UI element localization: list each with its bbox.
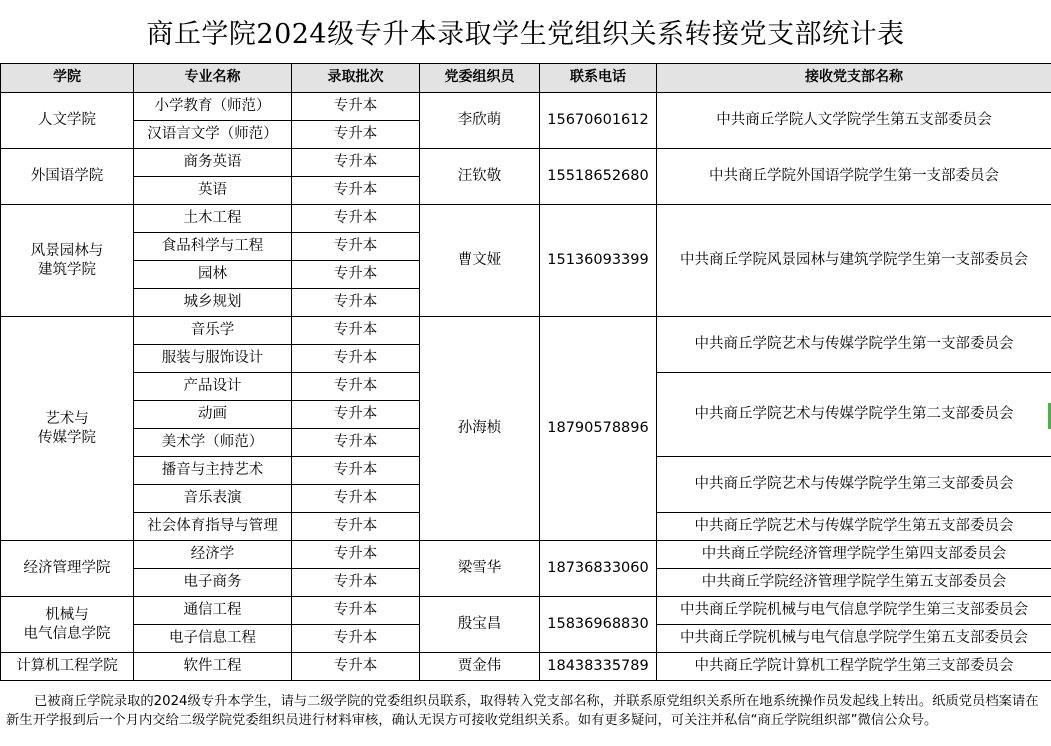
batch-cell: 专升本	[292, 541, 420, 569]
table-row	[1, 93, 1051, 121]
phone-cell: 15836968830	[540, 597, 657, 653]
table-row	[1, 597, 1051, 625]
batch-cell: 专升本	[292, 149, 420, 177]
major-cell: 土木工程	[134, 205, 292, 233]
college-cell: 人文学院	[1, 93, 134, 149]
college-name-line: 艺术与	[45, 411, 89, 428]
party-transfer-table	[0, 63, 1051, 681]
branch-cell: 中共商丘学院机械与电气信息学院学生第五支部委员会	[657, 625, 1051, 653]
branch-cell: 中共商丘学院人文学院学生第五支部委员会	[657, 93, 1051, 149]
header-branch: 接收党支部名称	[657, 64, 1051, 93]
branch-cell: 中共商丘学院风景园林与建筑学院学生第一支部委员会	[657, 205, 1051, 317]
college-cell	[1, 597, 134, 653]
branch-cell: 中共商丘学院经济管理学院学生第四支部委员会	[657, 541, 1051, 569]
major-cell: 播音与主持艺术	[134, 457, 292, 485]
major-cell: 音乐表演	[134, 485, 292, 513]
branch-cell: 中共商丘学院艺术与传媒学院学生第五支部委员会	[657, 513, 1051, 541]
phone-cell: 18736833060	[540, 541, 657, 597]
batch-cell: 专升本	[292, 513, 420, 541]
batch-cell: 专升本	[292, 177, 420, 205]
batch-cell: 专升本	[292, 317, 420, 345]
college-name-line: 建筑学院	[38, 261, 96, 278]
college-name-line: 传媒学院	[38, 429, 96, 446]
officer-cell: 殷宝昌	[420, 597, 540, 653]
major-cell: 社会体育指导与管理	[134, 513, 292, 541]
batch-cell: 专升本	[292, 429, 420, 457]
table-row	[1, 149, 1051, 177]
phone-cell: 18790578896	[540, 317, 657, 541]
batch-cell: 专升本	[292, 121, 420, 149]
college-cell	[1, 205, 134, 317]
batch-cell: 专升本	[292, 233, 420, 261]
major-cell: 电子商务	[134, 569, 292, 597]
officer-cell: 曹文娅	[420, 205, 540, 317]
batch-cell: 专升本	[292, 261, 420, 289]
batch-cell: 专升本	[292, 653, 420, 681]
officer-cell: 李欣萌	[420, 93, 540, 149]
college-cell	[1, 317, 134, 541]
batch-cell: 专升本	[292, 457, 420, 485]
major-cell: 园林	[134, 261, 292, 289]
branch-cell: 中共商丘学院计算机工程学院学生第三支部委员会	[657, 653, 1051, 681]
officer-cell: 贾金伟	[420, 653, 540, 681]
branch-cell: 中共商丘学院外国语学院学生第一支部委员会	[657, 149, 1051, 205]
header-officer: 党委组织员	[420, 64, 540, 93]
header-college: 学院	[1, 64, 134, 93]
branch-cell: 中共商丘学院艺术与传媒学院学生第三支部委员会	[657, 457, 1051, 513]
major-cell: 音乐学	[134, 317, 292, 345]
branch-cell: 中共商丘学院艺术与传媒学院学生第一支部委员会	[657, 317, 1051, 373]
table-row	[1, 317, 1051, 345]
batch-cell: 专升本	[292, 345, 420, 373]
major-cell: 商务英语	[134, 149, 292, 177]
table-row	[1, 205, 1051, 233]
batch-cell: 专升本	[292, 373, 420, 401]
batch-cell: 专升本	[292, 597, 420, 625]
major-cell: 软件工程	[134, 653, 292, 681]
major-cell: 英语	[134, 177, 292, 205]
major-cell: 服装与服饰设计	[134, 345, 292, 373]
major-cell: 电子信息工程	[134, 625, 292, 653]
header-phone: 联系电话	[540, 64, 657, 93]
table-row	[1, 541, 1051, 569]
branch-cell: 中共商丘学院经济管理学院学生第五支部委员会	[657, 569, 1051, 597]
major-cell: 食品科学与工程	[134, 233, 292, 261]
batch-cell: 专升本	[292, 205, 420, 233]
branch-cell: 中共商丘学院机械与电气信息学院学生第三支部委员会	[657, 597, 1051, 625]
batch-cell: 专升本	[292, 625, 420, 653]
officer-cell: 梁雪华	[420, 541, 540, 597]
major-cell: 汉语言文学（师范）	[134, 121, 292, 149]
batch-cell: 专升本	[292, 289, 420, 317]
phone-cell: 15518652680	[540, 149, 657, 205]
major-cell: 美术学（师范）	[134, 429, 292, 457]
college-cell: 外国语学院	[1, 149, 134, 205]
major-cell: 城乡规划	[134, 289, 292, 317]
major-cell: 经济学	[134, 541, 292, 569]
college-name-line: 电气信息学院	[23, 625, 111, 642]
college-cell: 计算机工程学院	[1, 653, 134, 681]
footnote: 已被商丘学院录取的2024级专升本学生，请与二级学院的党委组织员联系，取得转入党支部名称，并联系原党组织关系所在地系统操作员发起线上转出。纸质党员档案请在新生开学报到后一个月内交给二级学院党委组织员进行材料审核，确认无误方可接收党组织关系。如有更多疑问，可关注并私信“商丘学院组织部”微信公众号。	[6, 694, 1039, 728]
officer-cell: 汪钦敬	[420, 149, 540, 205]
header-batch: 录取批次	[292, 64, 420, 93]
phone-cell: 15670601612	[540, 93, 657, 149]
batch-cell: 专升本	[292, 569, 420, 597]
table-header-row	[1, 64, 1051, 93]
major-cell: 动画	[134, 401, 292, 429]
branch-cell: 中共商丘学院艺术与传媒学院学生第二支部委员会	[657, 373, 1051, 457]
table-row	[1, 653, 1051, 681]
major-cell: 通信工程	[134, 597, 292, 625]
college-name-line: 机械与	[45, 607, 89, 624]
batch-cell: 专升本	[292, 93, 420, 121]
page-title: 商丘学院2024级专升本录取学生党组织关系转接党支部统计表	[146, 19, 905, 50]
phone-cell: 18438335789	[540, 653, 657, 681]
header-major: 专业名称	[134, 64, 292, 93]
college-name-line: 风景园林与	[30, 243, 104, 260]
batch-cell: 专升本	[292, 485, 420, 513]
officer-cell: 孙海桢	[420, 317, 540, 541]
major-cell: 小学教育（师范）	[134, 93, 292, 121]
major-cell: 产品设计	[134, 373, 292, 401]
batch-cell: 专升本	[292, 401, 420, 429]
college-cell: 经济管理学院	[1, 541, 134, 597]
phone-cell: 15136093399	[540, 205, 657, 317]
